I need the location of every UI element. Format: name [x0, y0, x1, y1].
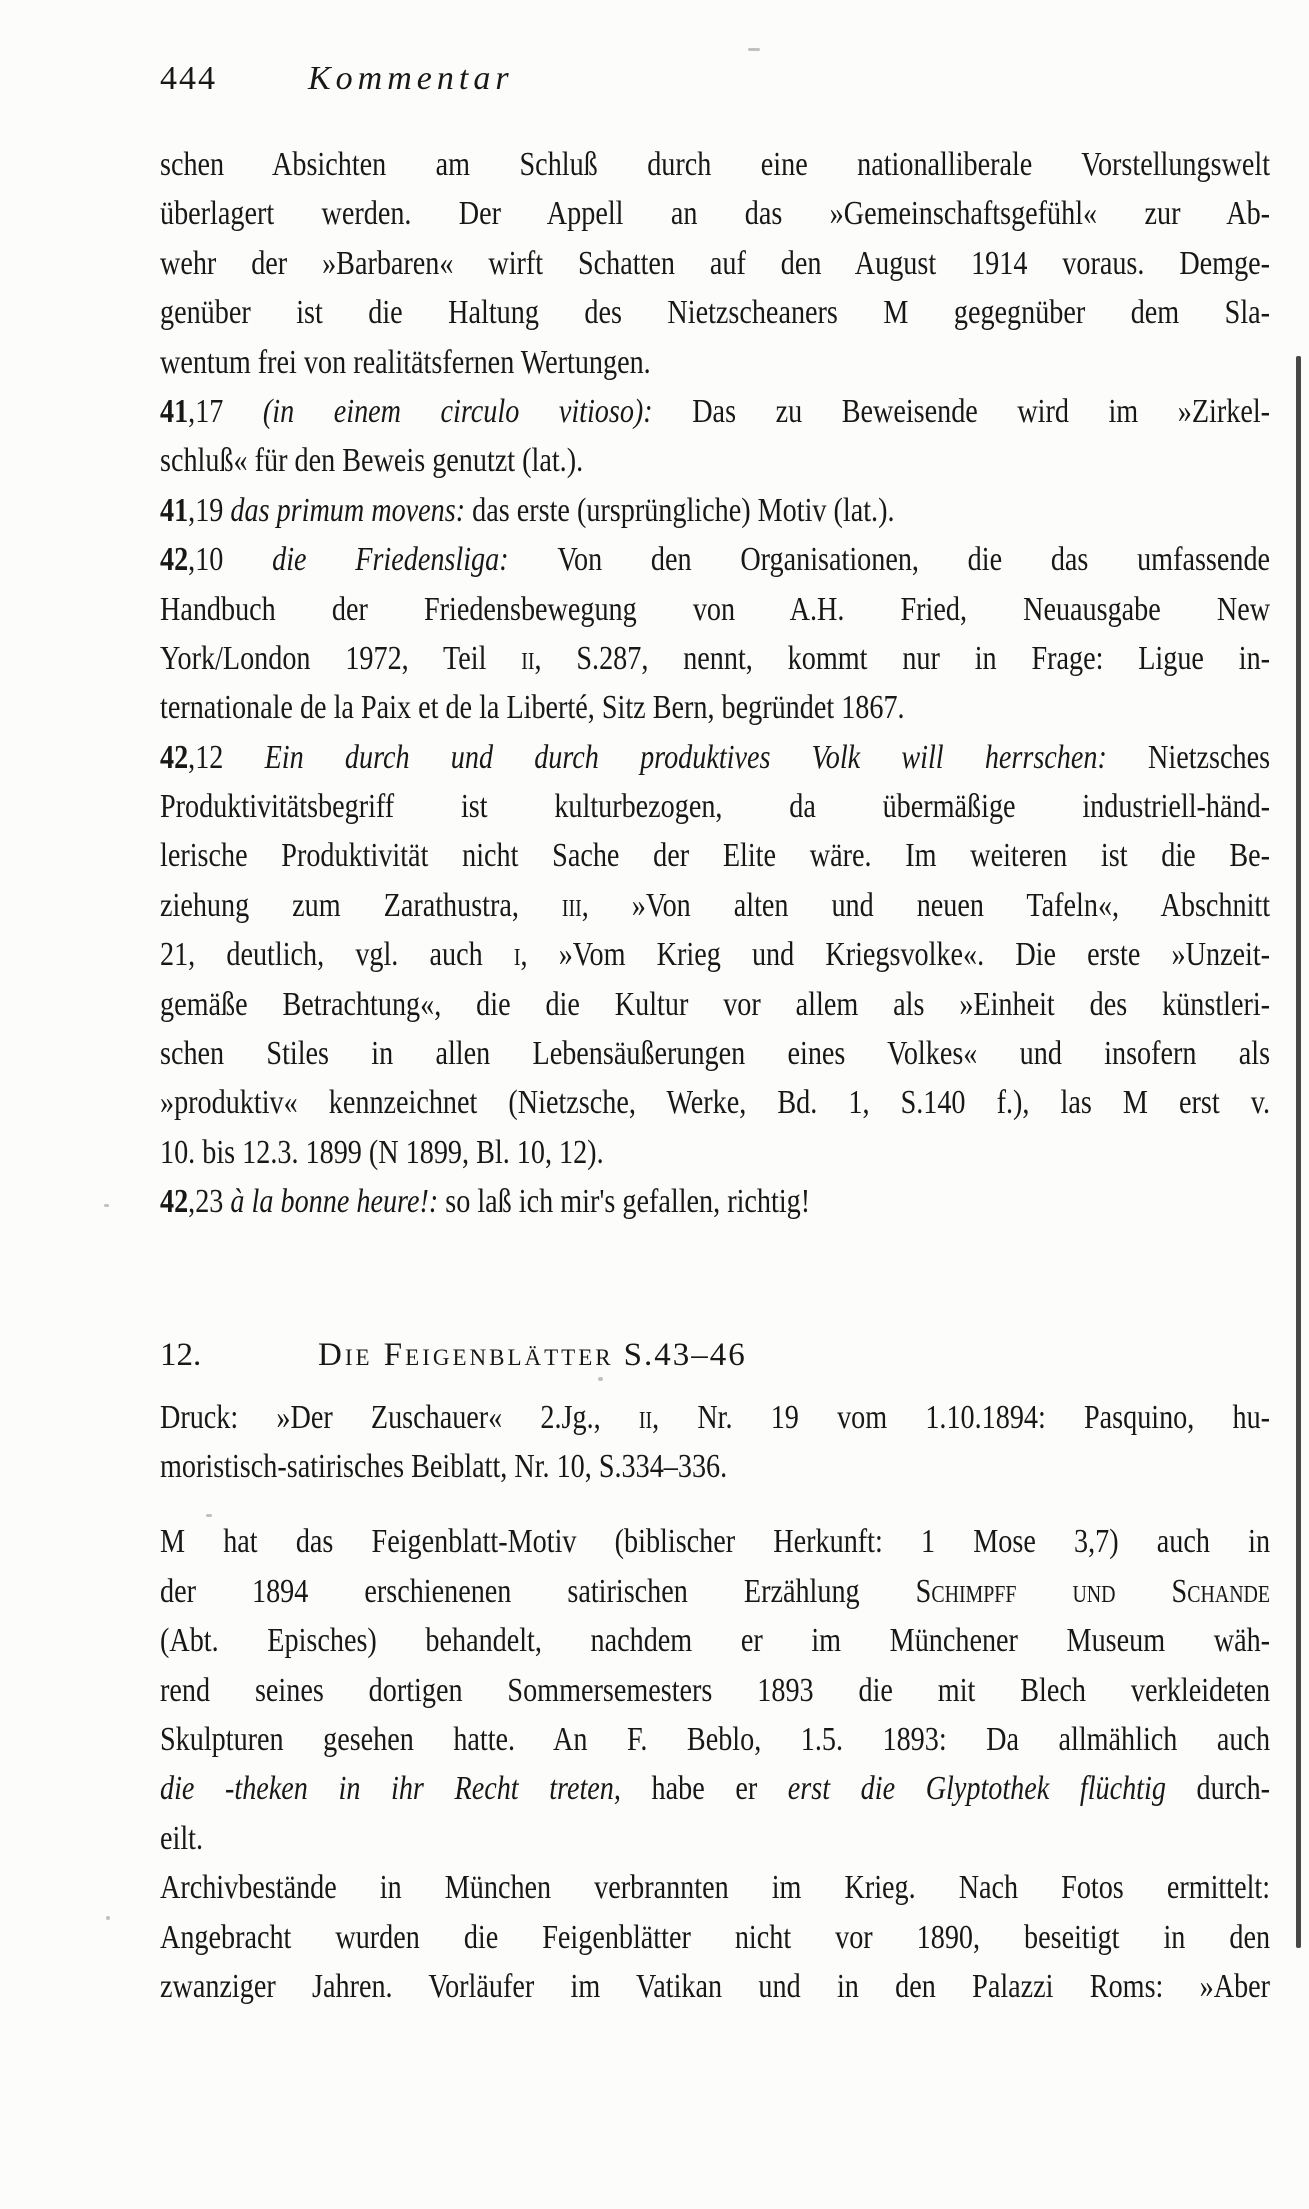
text-run: Nietzsches	[1148, 738, 1271, 776]
text-run: i	[513, 936, 521, 974]
text-run: eilt.	[160, 1819, 204, 1857]
text-line	[160, 1962, 1270, 2011]
scan-speck	[104, 1204, 109, 1207]
scan-speck	[206, 1514, 212, 1517]
text-run: gemäße Betrachtung«, die die Kultur vor allem als »Einheit des künstleri-	[160, 985, 1271, 1023]
text-run: ii	[521, 639, 535, 677]
text-run: schluß« für den Beweis genutzt (lat.).	[160, 442, 584, 480]
text-run: wentum frei von realitätsfernen Wertungen.	[160, 343, 651, 381]
text-run: ternationale de la Paix et de la Liberté, Sitz Bern, begründet 1867.	[160, 689, 905, 727]
section-title: Die Feigenblätter	[318, 1336, 614, 1373]
text-run: genüber ist die Haltung des Nietzscheaners M gegegnüber dem Sla-	[160, 294, 1271, 332]
scan-speck	[106, 1916, 110, 1920]
text-line	[160, 288, 1270, 337]
text-line	[160, 1517, 1270, 1566]
text-line	[160, 980, 1270, 1029]
text-run: erst die Glyptothek flüchtig	[787, 1770, 1197, 1808]
text-line	[160, 1177, 1270, 1226]
text-run: rend seines dortigen Sommersemesters 1893 die mit Blech verkleideten	[160, 1671, 1271, 1709]
text-line	[160, 1078, 1270, 1127]
text-line	[160, 1442, 1270, 1491]
text-line	[160, 1567, 1270, 1616]
text-run: Ein durch und durch produktives Volk will herrschen:	[264, 738, 1149, 776]
text-run: durch-	[1196, 1770, 1271, 1808]
text-run: ,10	[188, 541, 273, 579]
text-run: 41	[160, 491, 189, 529]
text-line	[160, 338, 1270, 387]
page-header	[160, 56, 514, 102]
text-run: , »Vom Krieg und Kriegsvolke«. Die erste »Unzeit-	[520, 936, 1271, 974]
text-run: das erste (ursprüngliche) Motiv (lat.).	[472, 491, 895, 529]
text-line	[160, 140, 1270, 189]
text-run: 21, deutlich, vgl. auch	[160, 936, 514, 974]
text-run: ,19	[188, 491, 231, 529]
text-line	[160, 733, 1270, 782]
text-run: lerische Produktivität nicht Sache der Elite wäre. Im weiteren ist die Be-	[160, 837, 1271, 875]
text-line	[160, 1393, 1270, 1442]
section-page-range: S.43–46	[623, 1336, 747, 1373]
text-line	[160, 930, 1270, 979]
text-run: (Abt. Episches) behandelt, nachdem er im Münchener Museum wäh-	[160, 1622, 1271, 1660]
text-run: ziehung zum Zarathustra,	[160, 886, 562, 924]
text-run: ii	[638, 1398, 653, 1436]
text-run: moristisch-satirisches Beiblatt, Nr. 10, S.334–336.	[160, 1447, 728, 1485]
text-line	[160, 1764, 1270, 1813]
text-run: Angebracht wurden die Feigenblätter nicht vor 1890, beseitigt in den	[160, 1918, 1271, 1956]
text-run: à la bonne heure!:	[230, 1183, 446, 1221]
text-run: schen Stiles in allen Lebensäußerungen eines Volkes« und insofern als	[160, 1035, 1271, 1073]
text-line	[160, 486, 1270, 535]
paragraph-gap	[160, 1380, 1270, 1393]
text-run: Von den Organisationen, die das umfassende	[557, 541, 1271, 579]
text-run: wehr der »Barbaren« wirft Schatten auf den August 1914 voraus. Demge-	[160, 244, 1271, 282]
text-run: zwanziger Jahren. Vorläufer im Vatikan und in den Palazzi Roms: »Aber	[160, 1967, 1271, 2005]
text-run: Produktivitätsbegriff ist kulturbezogen, da übermäßige industriell-händ-	[160, 788, 1271, 826]
text-run: (in einem circulo vitioso):	[262, 392, 693, 430]
text-line	[160, 1128, 1270, 1177]
text-run: Schimpff und Schande	[915, 1572, 1271, 1610]
text-run: M hat das Feigenblatt-Motiv (biblischer Herkunft: 1 Mose 3,7) auch in	[160, 1523, 1271, 1561]
text-line	[160, 535, 1270, 584]
text-line	[160, 1913, 1270, 1962]
text-block	[160, 140, 1270, 2011]
text-run: überlagert werden. Der Appell an das »Gemeinschaftsgefühl« zur Ab-	[160, 195, 1271, 233]
text-line	[160, 1616, 1270, 1665]
page-number: 444	[160, 60, 217, 97]
text-run: , »Von alten und neuen Tafeln«, Abschnitt	[581, 886, 1271, 924]
text-run: ,17	[188, 392, 263, 430]
text-run: schen Absichten am Schluß durch eine nationalliberale Vorstellungswelt	[160, 146, 1271, 183]
text-run: York/London 1972, Teil	[160, 639, 522, 677]
text-run: »produktiv« kennzeichnet (Nietzsche, Werke, Bd. 1, S.140 f.), las M erst v.	[160, 1084, 1271, 1122]
paragraph-gap	[160, 1227, 1270, 1330]
text-run: , Nr. 19 vom 1.10.1894: Pasquino, hu-	[652, 1398, 1271, 1436]
text-line	[160, 387, 1270, 436]
text-run: 10. bis 12.3. 1899 (N 1899, Bl. 10, 12).	[160, 1133, 604, 1171]
text-line	[160, 1666, 1270, 1715]
paragraph-gap	[160, 1491, 1270, 1517]
text-run: die Friedensliga:	[272, 541, 558, 579]
text-run: 41	[160, 392, 189, 430]
text-run: 42	[160, 738, 189, 776]
text-run: Handbuch der Friedensbewegung von A.H. Fried, Neuausgabe New	[160, 590, 1271, 628]
text-run: Druck: »Der Zuschauer« 2.Jg.,	[160, 1398, 639, 1436]
text-run: Skulpturen gesehen hatte. An F. Beblo, 1.5. 1893: Da allmählich auch	[160, 1720, 1271, 1758]
text-line	[160, 585, 1270, 634]
text-run: der 1894 erschienenen satirischen Erzählung	[160, 1572, 916, 1610]
text-line	[160, 1715, 1270, 1764]
text-line	[160, 782, 1270, 831]
text-run: Das zu Beweisende wird im »Zirkel-	[692, 392, 1271, 430]
text-line	[160, 1863, 1270, 1912]
text-run: 42	[160, 1183, 189, 1221]
text-line	[160, 1029, 1270, 1078]
text-line	[160, 239, 1270, 288]
running-head: Kommentar	[308, 60, 514, 97]
text-run: Archivbestände in München verbrannten im Krieg. Nach Fotos ermittelt:	[160, 1869, 1271, 1907]
scan-artifact-right-edge	[1296, 356, 1301, 1948]
text-line	[160, 1814, 1270, 1863]
text-line	[160, 683, 1270, 732]
text-run: , S.287, nennt, kommt nur in Frage: Ligue in-	[534, 639, 1271, 677]
text-run: habe er	[651, 1770, 788, 1808]
scan-speck	[598, 1377, 603, 1381]
text-line	[160, 831, 1270, 880]
text-run: so laß ich mir's gefallen, richtig!	[445, 1183, 811, 1221]
section-number: 12.	[160, 1336, 202, 1373]
section-heading	[160, 1330, 1270, 1380]
text-run: das primum movens:	[230, 491, 473, 529]
scan-speck	[748, 48, 760, 51]
text-run: die -theken in ihr Recht treten,	[160, 1770, 652, 1808]
text-line	[160, 436, 1270, 485]
text-run: ,12	[188, 738, 265, 776]
text-run: ,23	[188, 1183, 231, 1221]
text-run: iii	[561, 886, 582, 924]
text-run: 42	[160, 541, 189, 579]
text-line	[160, 634, 1270, 683]
text-line	[160, 881, 1270, 930]
text-line	[160, 189, 1270, 238]
